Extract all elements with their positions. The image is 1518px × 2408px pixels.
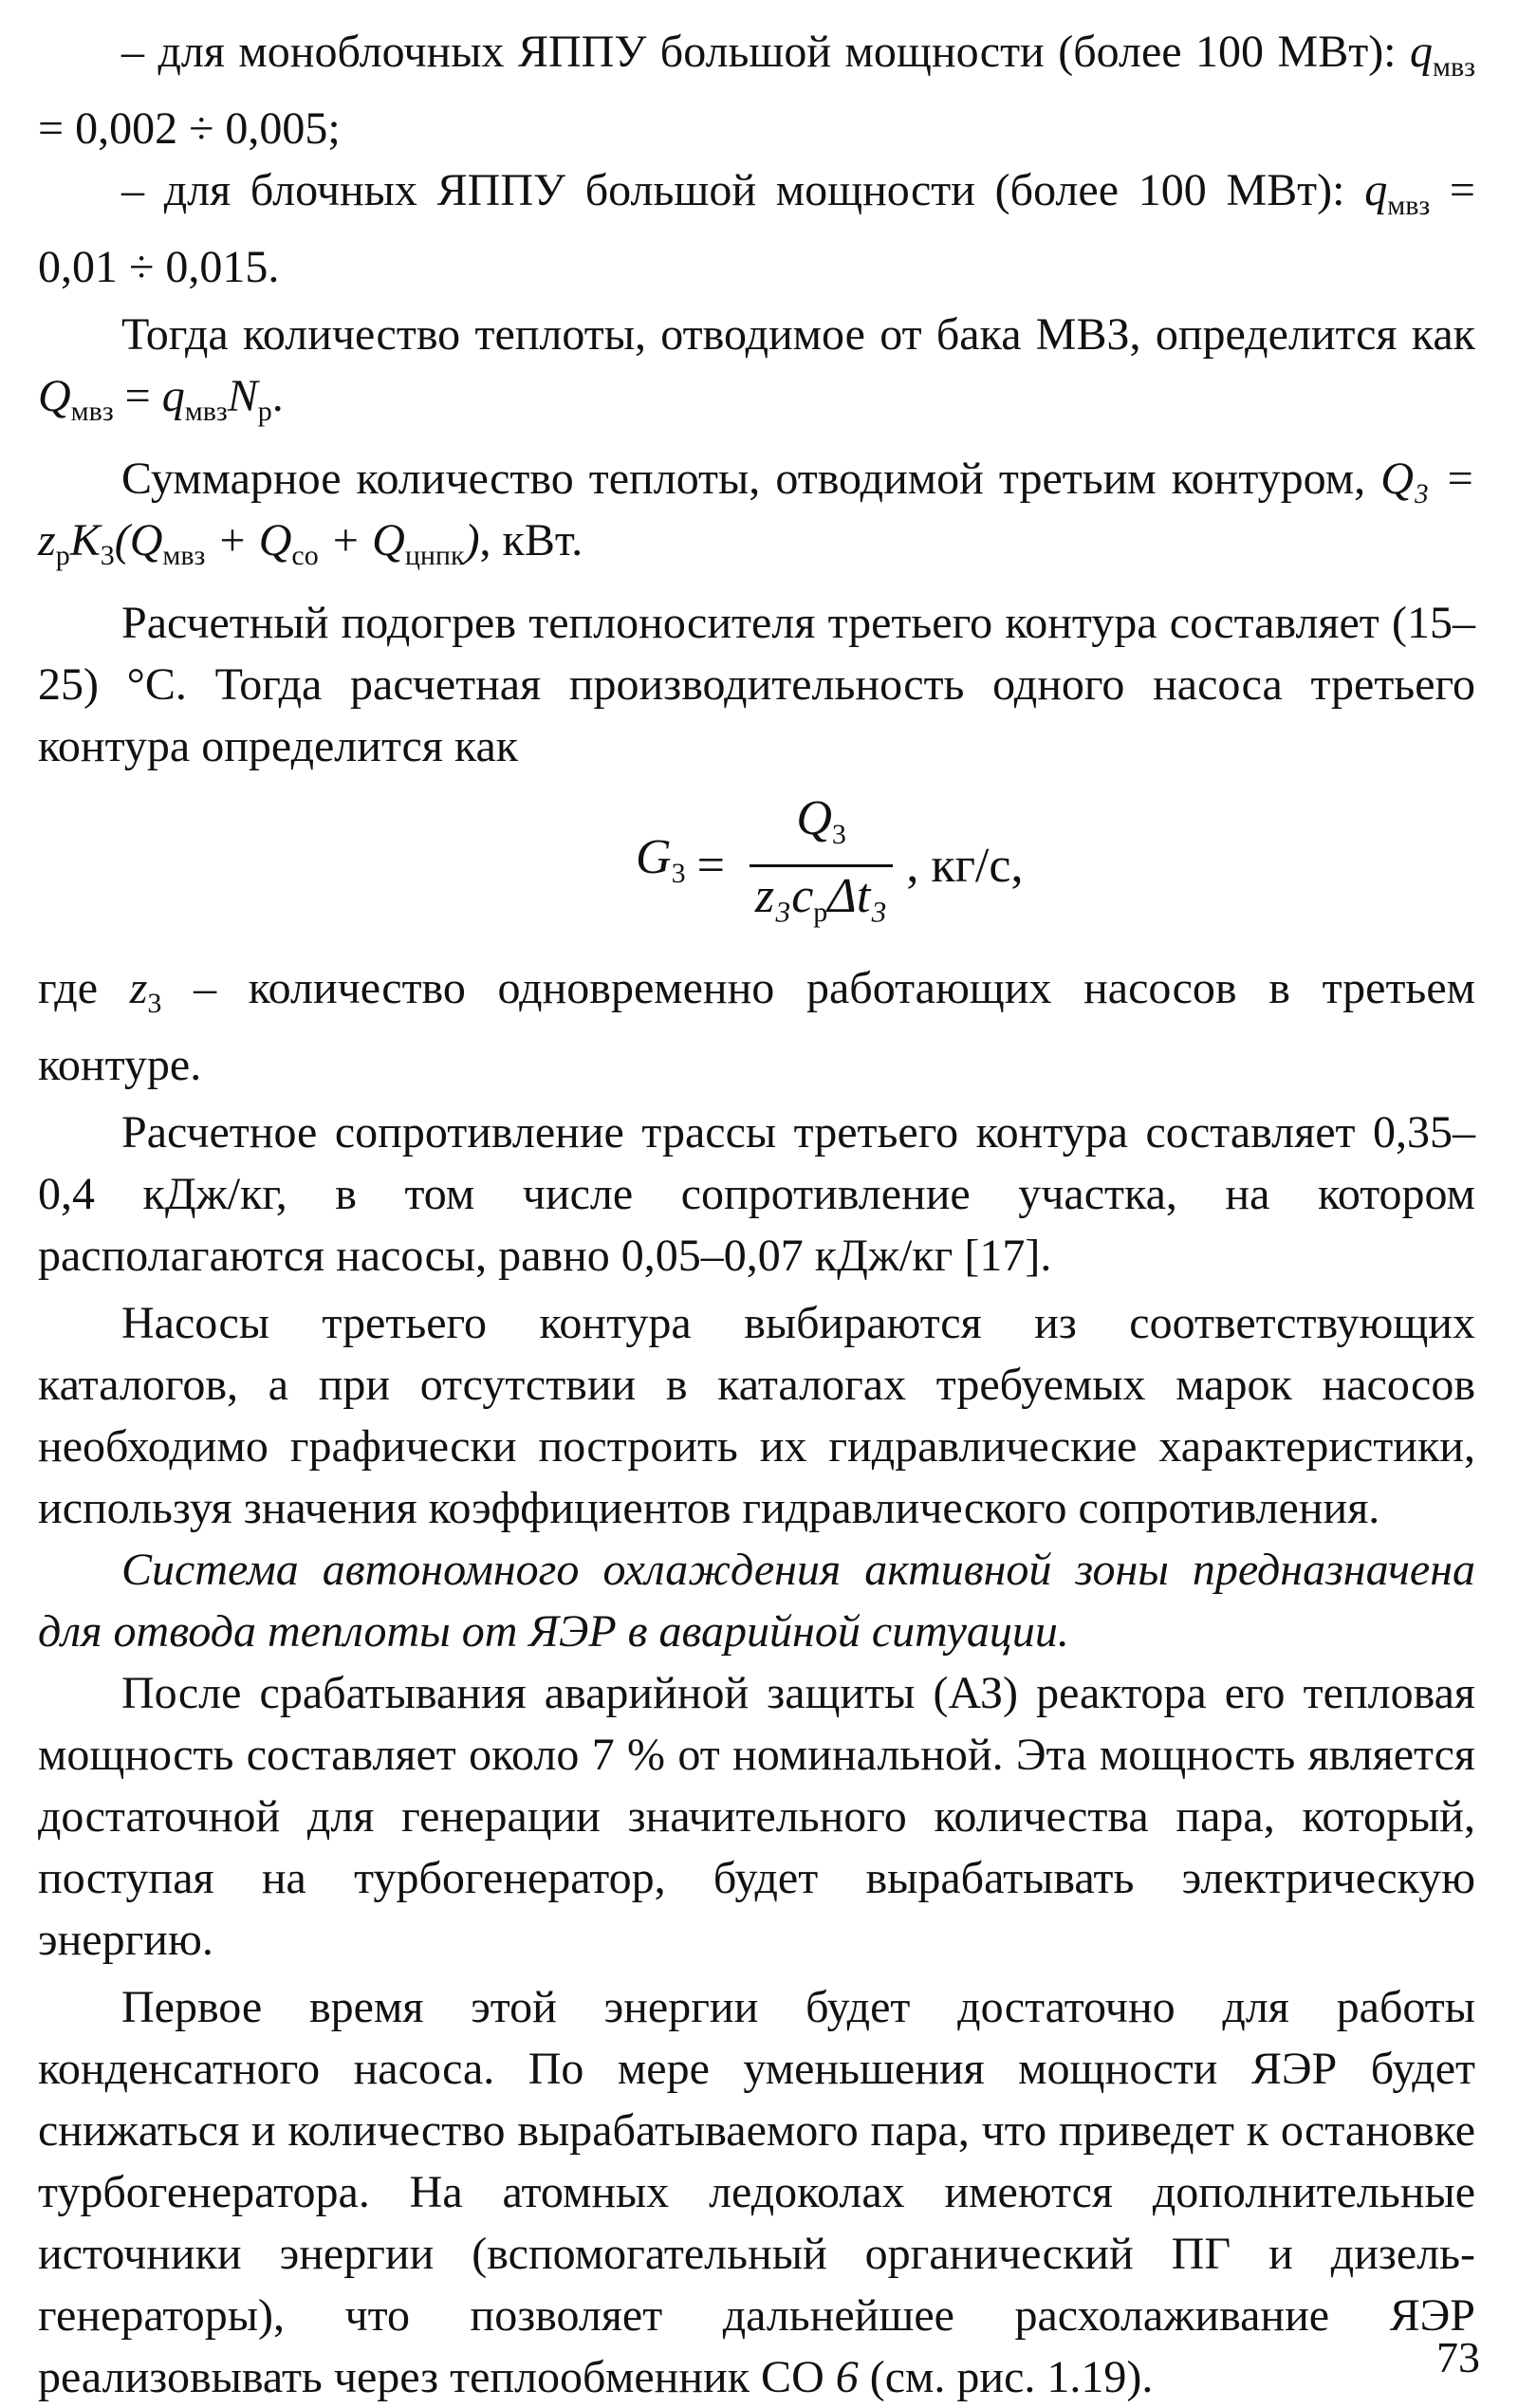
paragraph-first-time: Первое время этой энергии будет достаточно для работы конденсатного насоса. По мере уменьшения мощности ЯЭР будет снижаться и количество вырабатываемого пара, что приведет к остановке турбогенератора. На атомных ледоколах имеются дополнительные источники энергии (вспомогательный органический ПГ и дизель-генераторы), что позволяет дальнейшее расхолаживание ЯЭР реализовывать через теплообменник СО 6 (см. рис. 1.19). — [38, 1982, 1475, 2402]
paragraph-where: где $z_3$ – количество одновременно работающих насосов в третьем контуре. — [38, 963, 1475, 1090]
paragraph-monoblock — [38, 21, 1475, 159]
paragraph-resistance: Расчетное сопротивление трассы третьего контура составляет 0,35–0,4 кДж/кг, в том числе сопротивление участка, на котором располагаются насосы, равно 0,05–0,07 кДж/кг [17]. — [38, 1107, 1475, 1281]
paragraph-heat-mvz — [38, 304, 1475, 442]
paragraph-pumps: Насосы третьего контура выбираются из соответствующих каталогов, а при отсутствии в каталогах требуемых марок насосов необходимо графически построить их гидравлические характеристики, используя значения коэффициентов гидравлического сопротивления. — [38, 1298, 1475, 1533]
text-block: – для блочных ЯППУ большой мощности (более 100 МВт): — [121, 165, 1365, 215]
paragraph-heating: Расчетный подогрев теплоносителя третьего контура составляет (15–25) °С. Тогда расчетная производительность одного насоса третьего контура определится как — [38, 598, 1475, 771]
equation-q3: $Q_3 = z_рK_3(Q_{мвз} + Q_{со} + Q_{цнпк})$ — [38, 454, 1475, 571]
formula-g3 — [38, 790, 1475, 936]
fraction-denominator: $z_3c_p\Delta t_3$ — [754, 868, 888, 928]
text-kw-unit: , кВт. — [479, 515, 583, 565]
page-number: 73 — [1436, 2333, 1480, 2381]
fraction-numerator: $Q_3$ — [796, 790, 846, 850]
text-total-heat: Суммарное количество теплоты, отводимой третьим контуром, — [121, 454, 1381, 504]
text-block-values: = 0,01 ÷ 0,015. — [38, 165, 1476, 292]
text-monoblock-values: = 0,002 ÷ 0,005; — [38, 103, 341, 154]
text-heat-mvz: Тогда количество теплоты, отводимое от бака МВЗ, определится как — [121, 309, 1475, 360]
formula-unit: , кг/с, — [906, 838, 1024, 893]
math-q-mvz-1: $q_{мвз}$ — [1410, 27, 1475, 83]
formula-equals: = — [696, 838, 725, 893]
paragraph-block — [38, 159, 1475, 298]
math-z3: $z_3$ — [129, 963, 162, 1019]
math-q-mvz-2: $q_{мвз}$ — [1364, 165, 1431, 221]
document-page — [38, 21, 1475, 2408]
paragraph-az: После срабатывания аварийной защиты (АЗ) реактора его тепловая мощность составляет около 7 % от номинальной. Эта мощность является достаточной для генерации значительного количества пара, который, поступая на турбогенератор, будет вырабатывать электрическую энергию. — [38, 1668, 1475, 1965]
formula-g3-lhs: $G_3$ — [636, 830, 686, 889]
text-monoblock: – для моноблочных ЯППУ большой мощности (более 100 МВт): — [121, 27, 1410, 77]
paragraph-emergency-system: Система автономного охлаждения активной зоны предназначена для отвода теплоты от ЯЭР в аварийной ситуации. — [38, 1545, 1475, 1657]
equation-q-mvz: $Q_{мвз} = q_{мвз}N_р$. — [38, 371, 284, 427]
formula-fraction — [750, 789, 893, 942]
paragraph-total-heat — [38, 448, 1475, 586]
